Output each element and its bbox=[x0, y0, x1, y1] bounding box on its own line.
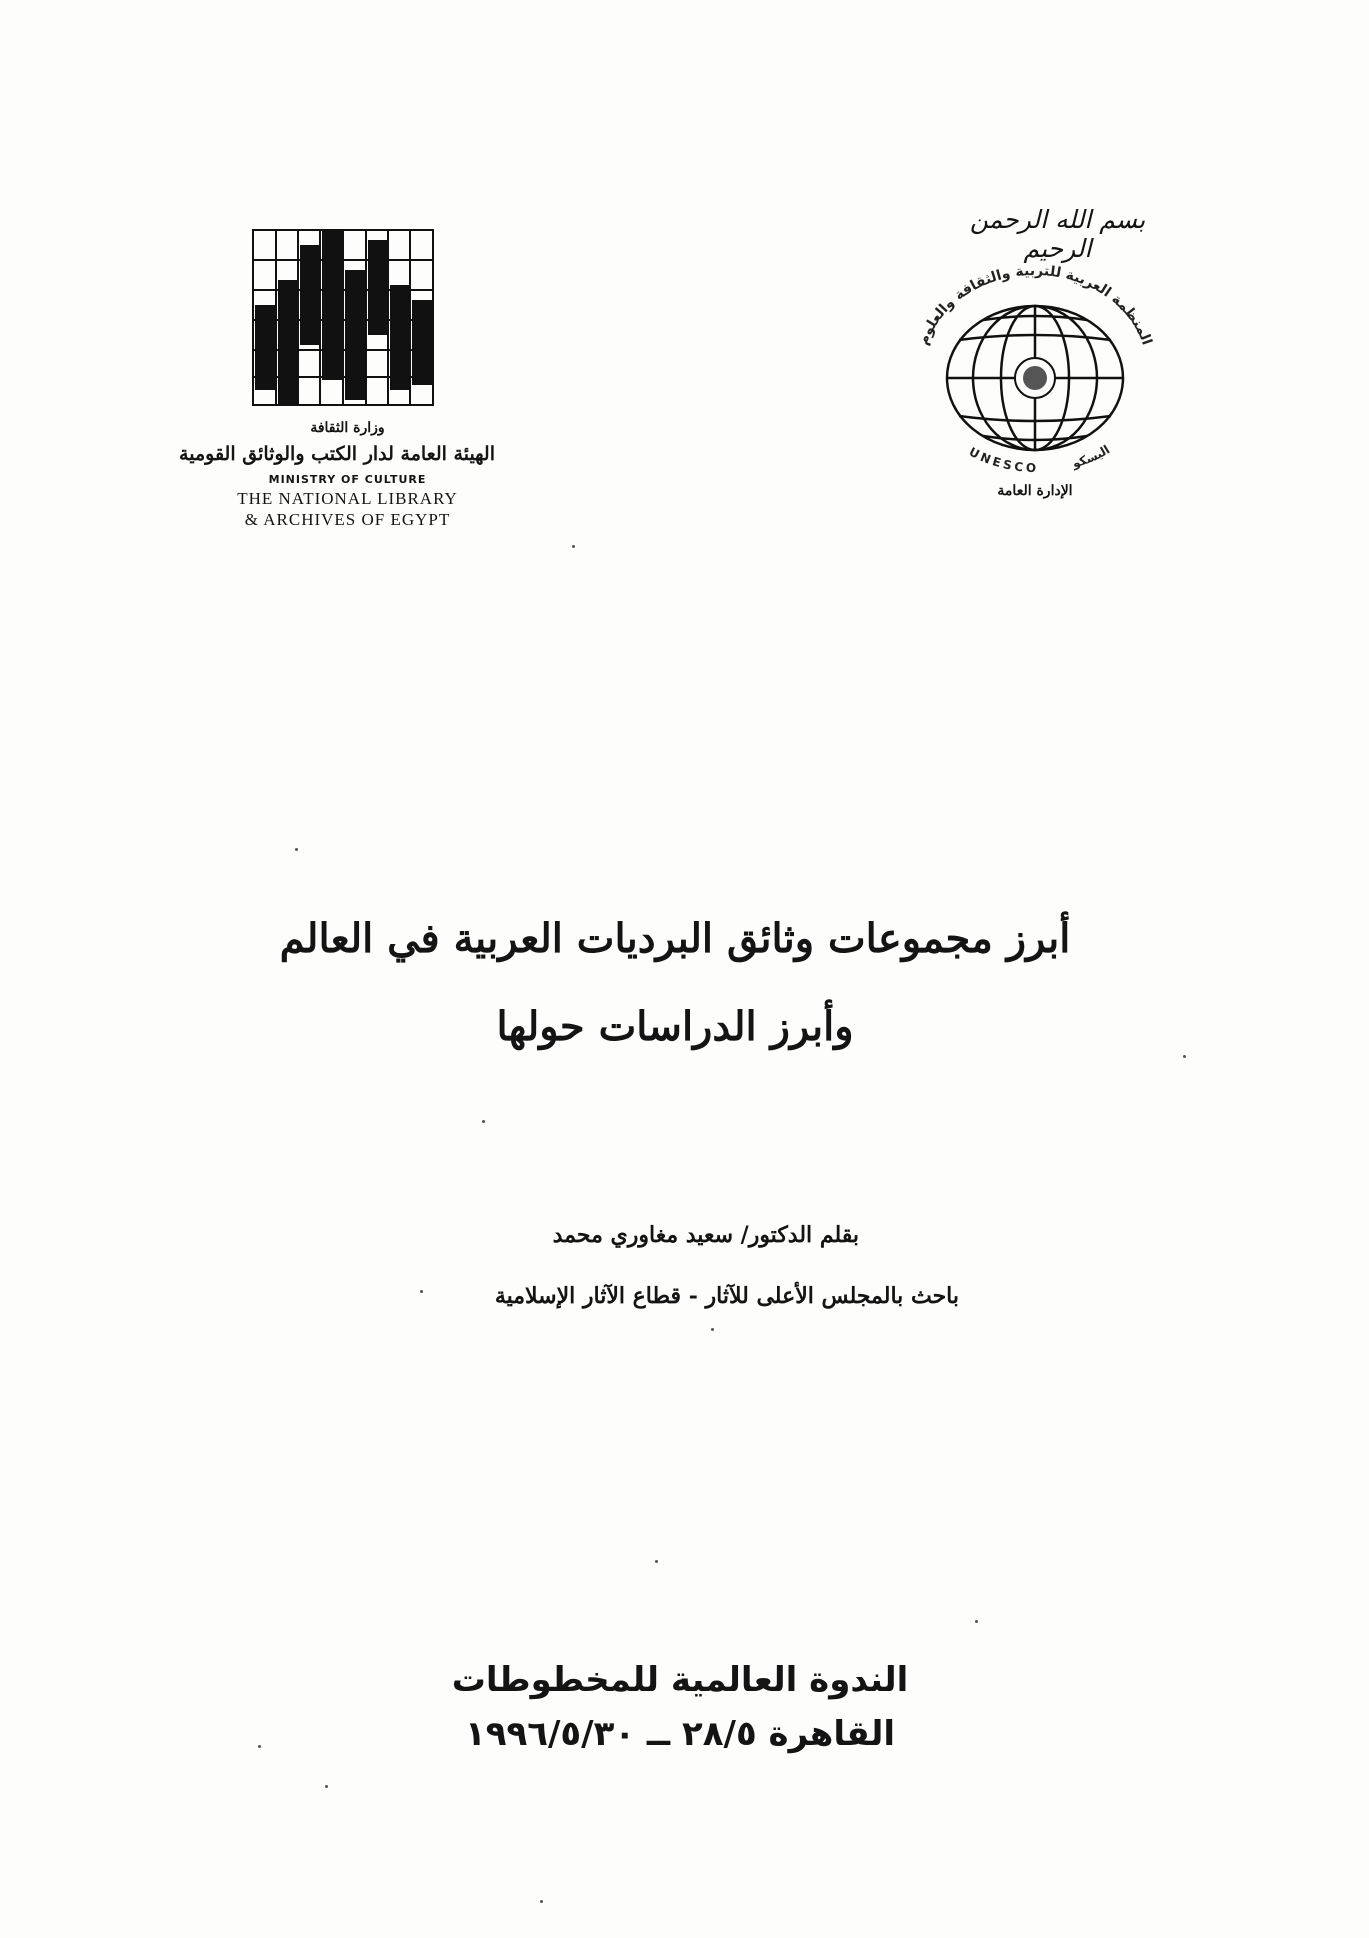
scan-speck bbox=[540, 1900, 543, 1903]
author-affiliation: باحث بالمجلس الأعلى للآثار - قطاع الآثار الإسلامية bbox=[494, 1283, 959, 1309]
scan-speck bbox=[258, 1745, 261, 1748]
organization-globe-logo bbox=[895, 200, 1175, 510]
document-title-line2: وأبرز الدراسات حولها bbox=[496, 1003, 854, 1050]
globe-ring-bottom-arabic: اليسكو bbox=[1070, 442, 1113, 471]
scan-speck bbox=[482, 1120, 485, 1123]
scan-speck bbox=[1183, 1055, 1186, 1058]
nla-name-english-line1: THE NATIONAL LIBRARY bbox=[237, 489, 458, 508]
scan-speck bbox=[572, 545, 575, 548]
scan-speck bbox=[295, 848, 298, 851]
general-administration-label: الإدارة العامة bbox=[997, 483, 1073, 499]
conference-place-date: القاهرة ٢٨/٥ ــ ١٩٩٦/٥/٣٠ bbox=[464, 1714, 895, 1754]
national-library-grid-emblem bbox=[248, 225, 438, 410]
national-library-logo bbox=[179, 225, 495, 555]
scan-speck bbox=[975, 1620, 978, 1623]
basmala-handwritten: بسم الله الرحمن الرحيم bbox=[969, 205, 1146, 263]
document-title-line1: أبرز مجموعات وثائق البرديات العربية في العالم bbox=[279, 915, 1071, 962]
conference-name: الندوة العالمية للمخطوطات bbox=[451, 1660, 909, 1700]
nla-ministry-arabic: وزارة الثقافة bbox=[310, 420, 385, 436]
scan-speck bbox=[711, 1328, 714, 1331]
scan-speck bbox=[420, 1290, 423, 1293]
nla-ministry-english: MINISTRY OF CULTURE bbox=[268, 473, 427, 486]
nla-name-english-line2: & ARCHIVES OF EGYPT bbox=[244, 510, 451, 529]
svg-text:اليسكو bbox=[1070, 443, 1112, 472]
globe-ring-unesco-text: UNESCO bbox=[966, 444, 1040, 475]
author-byline: بقلم الدكتور/ سعيد مغاوري محمد bbox=[552, 1222, 859, 1248]
scan-speck bbox=[655, 1560, 658, 1563]
scan-speck bbox=[325, 1785, 328, 1788]
globe-emblem bbox=[895, 260, 1175, 475]
nla-organization-arabic: الهيئة العامة لدار الكتب والوثائق القومية bbox=[179, 443, 495, 465]
globe-ring-arabic-text: المنظمة العربية للتربية والثقافة والعلوم bbox=[915, 262, 1155, 348]
